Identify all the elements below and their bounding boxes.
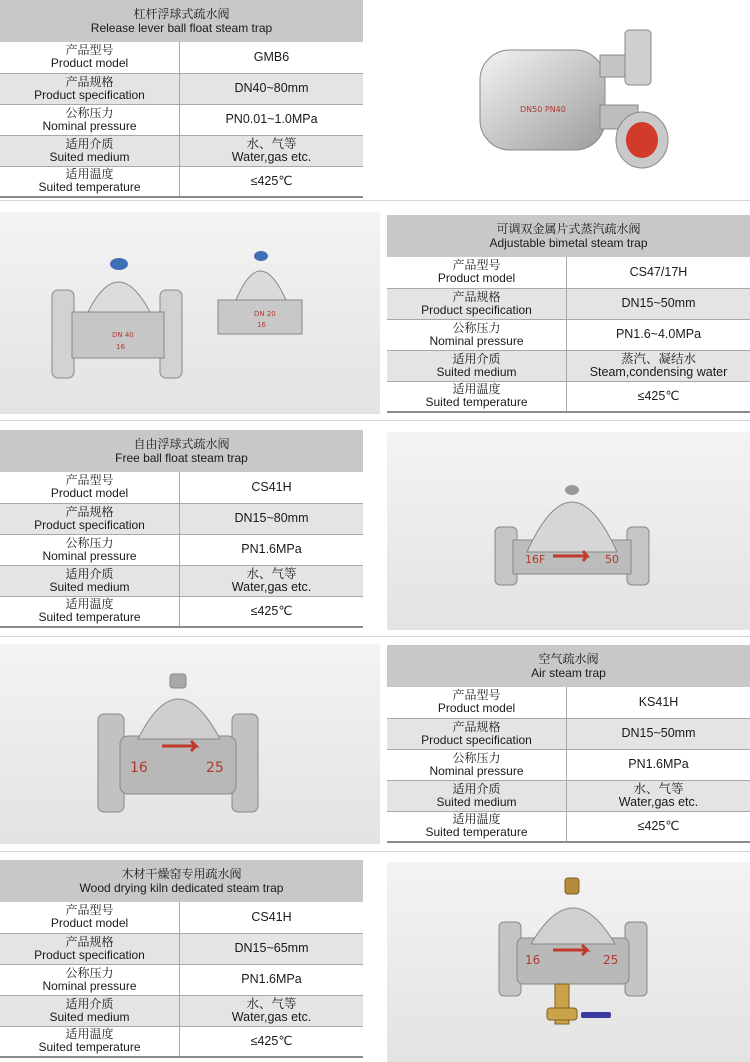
title-en: Air steam trap (531, 666, 606, 680)
label-cn: 适用温度 (65, 167, 114, 182)
label-cn: 适用温度 (452, 382, 501, 397)
label-cn: 产品规格 (65, 74, 114, 89)
value-pressure: PN1.6MPa (567, 749, 750, 780)
label-cn: 产品型号 (65, 43, 114, 58)
value-medium (567, 350, 750, 381)
label-cn: 产品规格 (65, 504, 114, 519)
label-cn: 适用温度 (65, 1027, 114, 1042)
label-en: Nominal pressure (42, 978, 137, 993)
medium-cn: 水、气等 (246, 136, 297, 151)
row-spec (387, 288, 750, 319)
row-model (0, 902, 363, 933)
value-pressure: PN0.01~1.0MPa (180, 104, 364, 135)
value-pressure: PN1.6MPa (180, 964, 364, 995)
title-en: Release lever ball float steam trap (90, 21, 273, 35)
value-spec: DN40~80mm (180, 73, 364, 104)
right-mark-a: DN 20 (254, 310, 276, 318)
spec-block-bimetal (387, 215, 750, 413)
left-mark: 16F (525, 553, 546, 566)
steam-trap-illustration (420, 0, 750, 200)
product-photo-air-trap (0, 644, 380, 844)
medium-en: Water,gas etc. (231, 579, 312, 594)
row-pressure (387, 749, 750, 780)
label-en: Nominal pressure (42, 118, 137, 133)
title-cn: 杠杆浮球式疏水阀 (133, 7, 230, 21)
value-temperature: ≤425℃ (567, 381, 750, 412)
row-medium (0, 135, 363, 166)
row-pressure (387, 319, 750, 350)
title-cn: 空气疏水阀 (538, 652, 599, 666)
steam-trap-illustration (387, 432, 750, 630)
left-mark-a: DN 40 (112, 331, 134, 339)
value-spec: DN15~80mm (180, 503, 364, 534)
spec-block-release-lever (0, 0, 363, 198)
label-en: Nominal pressure (429, 763, 524, 778)
value-pressure: PN1.6~4.0MPa (567, 319, 750, 350)
value-spec: DN15~65mm (180, 933, 364, 964)
value-spec: DN15~50mm (567, 288, 750, 319)
spec-table (0, 902, 363, 1058)
label-en: Product specification (34, 517, 145, 532)
spec-block-air-trap (387, 645, 750, 843)
label-en: Product specification (34, 947, 145, 962)
label-en: Nominal pressure (429, 333, 524, 348)
row-temperature (0, 596, 363, 627)
label-en: Suited temperature (38, 610, 141, 625)
label-en: Suited medium (49, 149, 130, 164)
value-spec: DN15~50mm (567, 718, 750, 749)
title-en: Wood drying kiln dedicated steam trap (79, 881, 284, 895)
value-temperature: ≤425℃ (180, 1026, 364, 1057)
label-en: Suited medium (49, 1009, 130, 1024)
label-cn: 适用温度 (65, 597, 114, 612)
row-temperature (0, 166, 363, 197)
label-cn: 适用介质 (65, 996, 114, 1011)
row-model (387, 687, 750, 718)
value-model: CS41H (180, 472, 364, 503)
label-en: Suited medium (436, 794, 517, 809)
right-mark: 50 (605, 553, 619, 566)
spec-table (0, 42, 363, 198)
product-photo-release-lever (420, 0, 750, 200)
row-medium (387, 350, 750, 381)
row-medium (0, 565, 363, 596)
value-temperature: ≤425℃ (567, 811, 750, 842)
label-en: Product specification (34, 87, 145, 102)
row-spec (0, 503, 363, 534)
label-cn: 适用介质 (65, 136, 114, 151)
value-temperature: ≤425℃ (180, 596, 364, 627)
label-en: Suited medium (436, 364, 517, 379)
row-pressure (0, 104, 363, 135)
value-medium (180, 565, 364, 596)
value-pressure: PN1.6MPa (180, 534, 364, 565)
title-en: Adjustable bimetal steam trap (489, 236, 648, 250)
spec-title (387, 215, 750, 257)
steam-trap-illustration (387, 862, 750, 1062)
spec-title (0, 430, 363, 472)
row-spec (387, 718, 750, 749)
value-medium (180, 995, 364, 1026)
label-en: Product model (437, 271, 516, 286)
label-en: Product specification (421, 302, 532, 317)
spec-table (0, 472, 363, 628)
value-medium (180, 135, 364, 166)
row-spec (0, 73, 363, 104)
label-en: Nominal pressure (42, 548, 137, 563)
row-medium (387, 780, 750, 811)
spec-title (0, 860, 363, 902)
medium-cn: 水、气等 (246, 566, 297, 581)
label-cn: 产品规格 (452, 289, 501, 304)
label-en: Product model (50, 916, 129, 931)
medium-cn: 蒸汽、凝结水 (620, 351, 696, 366)
label-cn: 公称压力 (65, 535, 114, 550)
label-en: Product model (50, 486, 129, 501)
row-spec (0, 933, 363, 964)
label-cn: 适用介质 (452, 351, 501, 366)
row-temperature (0, 1026, 363, 1057)
spec-block-free-ball-float (0, 430, 363, 628)
medium-en: Water,gas etc. (231, 1009, 312, 1024)
label-cn: 产品型号 (65, 903, 114, 918)
medium-en: Steam,condensing water (589, 364, 728, 379)
spec-table (387, 687, 750, 843)
value-medium (567, 780, 750, 811)
label-en: Product model (50, 56, 129, 71)
title-cn: 自由浮球式疏水阀 (133, 437, 230, 451)
right-mark: 25 (603, 953, 619, 967)
label-en: Suited temperature (38, 1040, 141, 1055)
row-pressure (0, 534, 363, 565)
right-mark: 25 (206, 760, 224, 776)
steam-trap-illustration (0, 212, 380, 414)
value-model: KS41H (567, 687, 750, 718)
label-cn: 产品型号 (452, 688, 501, 703)
medium-en: Water,gas etc. (618, 794, 699, 809)
label-en: Suited temperature (425, 395, 528, 410)
value-model: CS47/17H (567, 257, 750, 288)
label-en: Suited temperature (38, 180, 141, 195)
product-photo-wood-drying-kiln (387, 862, 750, 1062)
value-model: CS41H (180, 902, 364, 933)
steam-trap-illustration (0, 644, 380, 844)
title-cn: 木材干燥窑专用疏水阀 (121, 867, 242, 881)
left-mark: 16 (130, 760, 148, 776)
medium-en: Water,gas etc. (231, 149, 312, 164)
label-cn: 适用介质 (65, 566, 114, 581)
product-photo-free-ball-float (387, 432, 750, 630)
title-en: Free ball float steam trap (115, 451, 248, 465)
row-model (0, 42, 363, 73)
row-temperature (387, 381, 750, 412)
title-cn: 可调双金属片式蒸汽疏水阀 (496, 222, 641, 236)
spec-block-wood-drying-kiln (0, 860, 363, 1058)
label-cn: 适用温度 (452, 812, 501, 827)
label-cn: 公称压力 (65, 965, 114, 980)
medium-cn: 水、气等 (246, 996, 297, 1011)
row-pressure (0, 964, 363, 995)
value-model: GMB6 (180, 42, 364, 73)
label-cn: 产品型号 (65, 473, 114, 488)
row-medium (0, 995, 363, 1026)
label-cn: 产品规格 (452, 719, 501, 734)
label-en: Product specification (421, 732, 532, 747)
spec-title (387, 645, 750, 687)
body-mark: DN50 PN40 (520, 105, 566, 114)
spec-title (0, 0, 363, 42)
row-model (0, 472, 363, 503)
label-en: Suited temperature (425, 825, 528, 840)
product-photo-bimetal (0, 212, 380, 414)
label-cn: 公称压力 (452, 750, 501, 765)
medium-cn: 水、气等 (633, 781, 684, 796)
value-temperature: ≤425℃ (180, 166, 364, 197)
label-cn: 产品规格 (65, 934, 114, 949)
label-en: Suited medium (49, 579, 130, 594)
row-temperature (387, 811, 750, 842)
label-cn: 公称压力 (65, 105, 114, 120)
row-model (387, 257, 750, 288)
right-mark-b: 16 (257, 321, 266, 329)
label-en: Product model (437, 701, 516, 716)
left-mark: 16 (525, 953, 541, 967)
label-cn: 产品型号 (452, 258, 501, 273)
left-mark-b: 16 (116, 343, 125, 351)
spec-table (387, 257, 750, 413)
label-cn: 适用介质 (452, 781, 501, 796)
label-cn: 公称压力 (452, 320, 501, 335)
